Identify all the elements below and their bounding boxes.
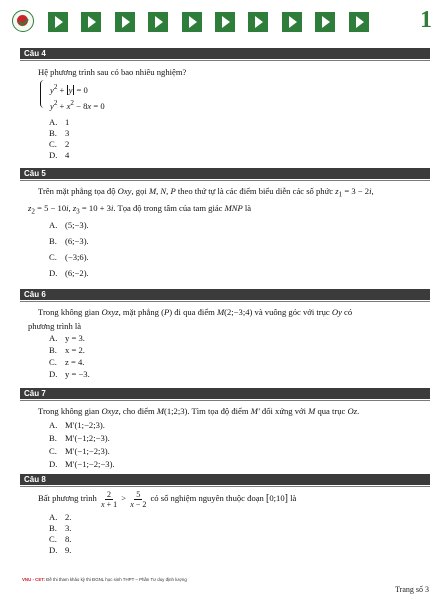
- arrow-right-icon: [315, 12, 335, 32]
- arrow-right-icon: [349, 12, 369, 32]
- arrow-right-icon: [215, 12, 235, 32]
- option-b[interactable]: B. 3: [49, 128, 70, 138]
- question-header-8: Câu 8: [20, 474, 430, 485]
- page-header: [12, 7, 432, 34]
- question-prompt-8: Bất phương trình $\frac{2}{x + 1}$ > $\frac{5}{x - 2}$ có số nghiệm nguyên thuộc đoạn [0;10] là: [38, 489, 297, 509]
- equation-2: $y^2 + x^2 - 8x = 0$: [50, 99, 105, 111]
- arrow-right-icon: [148, 12, 168, 32]
- question-prompt-6-line2: phương trình là: [28, 321, 82, 331]
- option-b[interactable]: B. x = 2.: [49, 345, 85, 355]
- option-c[interactable]: C. 2: [49, 139, 70, 149]
- option-d[interactable]: D. 4: [49, 150, 70, 160]
- arrow-right-icon: [115, 12, 135, 32]
- arrow-right-icon: [48, 12, 68, 32]
- arrow-right-icon: [182, 12, 202, 32]
- option-a[interactable]: A. y = 3.: [49, 333, 85, 343]
- question-header-4: Câu 4: [20, 48, 430, 59]
- option-a[interactable]: A. (5;−3).: [49, 220, 89, 230]
- footer-page: Trang số 3: [395, 585, 429, 594]
- option-a[interactable]: A. M′(1;−2;3).: [49, 420, 105, 430]
- fraction-right: $\frac{5}{x - 2}$: [130, 489, 147, 509]
- system-brace: [40, 80, 45, 108]
- question-prompt-6: Trong không gian Oxyz, mặt phẳng (P) đi qua điểm M(2;−3;4) và vuông góc với trục Oy có: [38, 307, 353, 317]
- option-d[interactable]: D. (6;−2).: [49, 268, 89, 278]
- arrow-right-icon: [248, 12, 268, 32]
- option-b[interactable]: B. M′(−1;2;−3).: [49, 433, 110, 443]
- option-c[interactable]: C. (−3;6).: [49, 252, 89, 262]
- logo-icon: [12, 10, 34, 32]
- option-a[interactable]: A. 1: [49, 117, 70, 127]
- question-prompt-5-line2: $z_2 = 5 - 10i$, $z_3 = 10 + 3i$. Tọa độ trong tâm của tam giác MNP là: [28, 203, 252, 216]
- fraction-left: $\frac{2}{x + 1}$: [101, 489, 118, 509]
- footer-note: VNU - CET: Đề thi tham khảo kỳ thi ĐGNL học sinh THPT – Phần Tư duy định lượng: [22, 577, 187, 582]
- option-d[interactable]: D. 9.: [49, 545, 72, 555]
- option-a[interactable]: A. 2.: [49, 512, 72, 522]
- option-c[interactable]: C. z = 4.: [49, 357, 85, 367]
- question-prompt-4: Hệ phương trình sau có bao nhiêu nghiệm?: [38, 67, 187, 77]
- arrow-right-icon: [81, 12, 101, 32]
- arrow-strip: [48, 12, 369, 32]
- question-prompt-5: Trên mặt phẳng tọa độ Oxy, gọi M, N, P theo thứ tự là các điểm biểu diễn các số phức $z_1 = 3 - 2i$,: [38, 186, 374, 199]
- question-prompt-7: Trong không gian Oxyz, cho điểm M(1;2;3). Tìm tọa độ điểm M′ đối xứng với M qua trục Oz.: [38, 406, 360, 416]
- option-c[interactable]: C. M′(−1;−2;3).: [49, 446, 110, 456]
- question-header-6: Câu 6: [20, 289, 430, 300]
- option-b[interactable]: B. (6;−3).: [49, 236, 89, 246]
- option-d[interactable]: D. y = −3.: [49, 369, 90, 379]
- option-b[interactable]: B. 3.: [49, 523, 72, 533]
- equation-1: $y^2 + y = 0$: [50, 83, 88, 95]
- question-header-5: Câu 5: [20, 168, 430, 179]
- option-d[interactable]: D. M′(−1;−2;−3).: [49, 459, 115, 469]
- arrow-right-icon: [282, 12, 302, 32]
- section-number: 1: [420, 7, 432, 33]
- question-header-7: Câu 7: [20, 388, 430, 399]
- option-c[interactable]: C. 8.: [49, 534, 72, 544]
